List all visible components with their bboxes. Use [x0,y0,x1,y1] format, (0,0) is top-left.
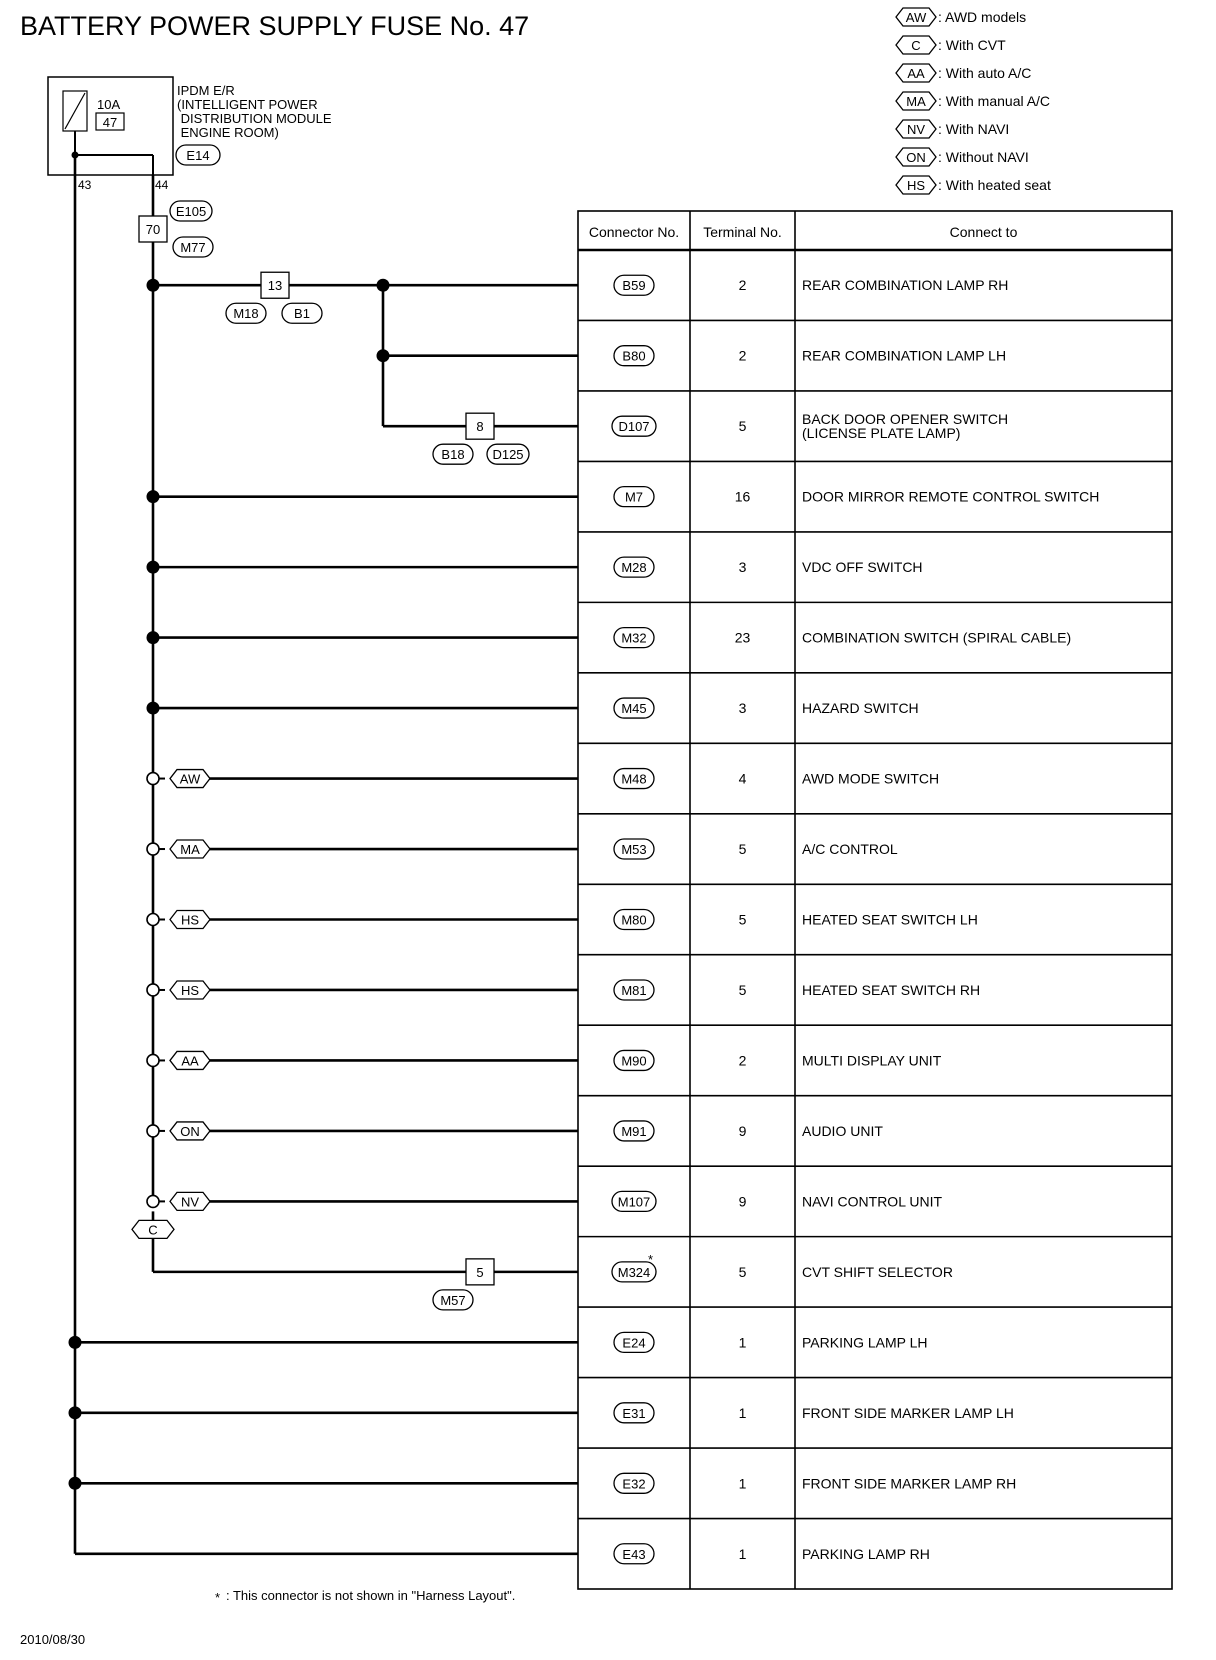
optional-splice [147,984,159,996]
legend-item-aw [896,8,1026,26]
row-connector-badge [614,628,654,648]
row-connect-to: NAVI CONTROL UNIT [802,1193,943,1210]
option-tag-label: HS [180,982,200,998]
row-terminal: 2 [738,1052,747,1069]
connector-b18 [433,444,473,464]
header-terminal-no: Terminal No. [703,224,782,240]
legend-text: : AWD models [938,9,1027,25]
row-terminal: 3 [738,559,747,576]
option-tag-label: C [911,38,921,53]
splice-main [147,702,160,715]
connector-badge-label: M53 [621,842,647,858]
row-connect-to: HAZARD SWITCH [802,700,919,717]
row-connect-to: HEATED SEAT SWITCH LH [802,911,978,928]
table-row [578,1332,1172,1377]
connector-m77 [173,237,213,257]
legend-tag [896,120,936,138]
row-connector-badge [614,557,654,577]
option-tag-label: MA [180,842,200,858]
row-connector-badge [614,1050,654,1070]
connector-d125 [487,444,529,464]
legend-tag [896,92,936,110]
connector-badge-label: E105 [175,204,207,219]
splice-main [147,561,160,574]
row-connector-badge [614,980,654,1000]
table-row [578,980,1172,1025]
row-terminal: 23 [734,629,751,646]
connector-badge-label: M18 [233,306,259,322]
connector-badge-label: M107 [617,1194,651,1210]
table-row [578,1121,1172,1166]
legend-item-nv [896,120,1009,138]
row-connect-to: REAR COMBINATION LAMP RH [802,277,1009,294]
table-row [578,1050,1172,1095]
connector-m57 [433,1290,473,1310]
legend-tag [896,36,936,54]
option-tag-hs [170,911,210,929]
connector-badge-label: M324 [617,1264,651,1280]
splice-main [147,490,160,503]
row-terminal: 5 [738,981,747,998]
row-terminal: 3 [738,700,747,717]
table-row [614,1544,930,1564]
row-terminal: 9 [738,1193,747,1210]
row-connector-badge [614,1473,654,1493]
option-tag-aw [170,770,210,788]
option-tag-on [170,1122,210,1140]
connector-badge-label: B18 [441,447,465,463]
ipdm-name-line-2: (INTELLIGENT POWER [177,97,318,112]
option-tag-label: ON [180,1123,200,1139]
connector-badge-label: M28 [621,560,647,576]
header-connector-no: Connector No. [588,224,680,240]
joint-terminal-number: 70 [145,222,161,237]
optional-splice [147,1125,159,1137]
row-connect-to: FRONT SIDE MARKER LAMP RH [802,1475,1017,1492]
ipdm-connector-label: E14 [186,148,210,163]
connector-badge-label: D107 [618,419,650,435]
optional-splice [147,773,159,785]
option-tag-label: NV [180,1194,200,1210]
row-connect-to: AUDIO UNIT [802,1122,883,1139]
joint-8-box [466,413,494,439]
connector-badge-label: M57 [440,1292,466,1308]
row-terminal: 5 [738,1263,747,1280]
connector-badge-label: M77 [180,240,206,255]
row-connect-to: (LICENSE PLATE LAMP) [802,425,961,442]
table-row [578,1191,1172,1236]
row-terminal: 16 [734,488,751,505]
table-row [578,1403,1172,1448]
table-row [578,769,1172,814]
splice-main [147,631,160,644]
table-row [578,346,1172,391]
row-connect-to: PARKING LAMP LH [802,1334,928,1351]
option-tag-hs [170,981,210,999]
row-terminal: 5 [738,418,747,435]
legend-item-aa [896,64,1031,82]
row-connect-to: VDC OFF SWITCH [802,559,923,576]
connector-m18 [226,303,266,323]
row-connect-to: HEATED SEAT SWITCH RH [802,981,981,998]
row-connect-to: MULTI DISPLAY UNIT [802,1052,942,1069]
table-row [578,839,1172,884]
option-tag-label: ON [906,150,926,165]
option-tag-label: AA [181,1053,199,1069]
connector-badge-label: M81 [621,982,647,998]
connector-b1 [282,303,322,323]
page-title: BATTERY POWER SUPPLY FUSE No. 47 [20,11,530,41]
legend-item-ma [896,92,1050,110]
connector-badge-label: M45 [621,701,647,717]
legend-tag [896,176,936,194]
connector-badge-label: B1 [294,306,310,322]
connector-badge-label: M91 [621,1123,647,1139]
row-connector-badge [614,346,654,366]
ipdm-name-line-3: DISTRIBUTION MODULE [177,111,332,126]
legend-item-c [896,36,1006,54]
row-terminal: 5 [738,841,747,858]
row-connector-badge [614,1544,654,1564]
option-tag-label: C [148,1222,158,1238]
ipdm-name-line-4: ENGINE ROOM) [177,125,279,140]
table-row [578,1252,1172,1307]
joint-terminal-number: 8 [476,419,484,435]
footnote-text: : This connector is not shown in "Harness Layout". [226,1588,516,1603]
connector-badge-label: D125 [492,447,524,463]
splice-bus-b [69,1336,82,1349]
row-connect-to: BACK DOOR OPENER SWITCH [802,411,1009,428]
option-tag-label: AA [907,66,925,81]
option-tag-label: NV [906,122,926,137]
header-connect-to: Connect to [949,224,1018,240]
row-connect-to: DOOR MIRROR REMOTE CONTROL SWITCH [802,488,1100,505]
row-connector-badge [612,416,656,436]
row-terminal: 1 [738,1545,747,1562]
footnote-star: * [215,1590,221,1605]
optional-splice [147,843,159,855]
table-row [578,1473,1172,1518]
row-connector-badge [614,1332,654,1352]
row-star-mark: * [648,1251,654,1267]
table-row [578,557,1172,602]
row-terminal: 1 [738,1475,747,1492]
connector-table [578,211,1172,1589]
table-row [578,411,1172,461]
option-legend [896,8,1051,194]
table-row [578,628,1172,673]
row-connector-badge [614,275,654,295]
ipdm-name-line-1: IPDM E/R [177,83,235,98]
row-connector-badge [614,769,654,789]
row-connector-badge [614,910,654,930]
connector-badge-label: M7 [624,489,644,505]
connector-badge-label: E32 [622,1476,646,1492]
row-terminal: 1 [738,1404,747,1421]
connector-badge-label: E24 [622,1335,646,1351]
connector-badge-label: M32 [621,630,647,646]
legend-tag [896,64,936,82]
option-tag-label: HS [906,178,926,193]
connector-badge-label: M80 [621,912,647,928]
row-connect-to: COMBINATION SWITCH (SPIRAL CABLE) [802,629,1072,646]
legend-text: : Without NAVI [938,149,1029,165]
fuse-number: 47 [102,115,118,130]
joint-terminal-number: 13 [267,278,283,294]
row-connector-badge [614,839,654,859]
row-terminal: 2 [738,277,747,294]
connector-badge-label: E31 [622,1405,646,1421]
row-terminal: 5 [738,911,747,928]
row-connector-badge [612,1191,656,1211]
diagram-date: 2010/08/30 [20,1632,86,1647]
row-connect-to: FRONT SIDE MARKER LAMP LH [802,1404,1014,1421]
connector-badge-label: M48 [621,771,647,787]
terminal-44: 44 [155,178,169,192]
option-tag-ma [170,840,210,858]
terminal-43: 43 [78,178,92,192]
wires [69,155,579,1554]
connector-badge-label: E43 [622,1546,646,1562]
joint-terminal-number: 5 [476,1264,484,1280]
optional-splice [147,1054,159,1066]
row-terminal: 4 [738,770,747,787]
row-connector-badge [614,1121,654,1141]
table-row [578,275,1172,320]
row-terminal: 9 [738,1122,747,1139]
connector-badge-label: B59 [622,278,646,294]
connector-badge-label: B80 [622,348,646,364]
option-tag-aa [170,1051,210,1069]
fuse-rating: 10A [97,97,121,112]
row-connect-to: PARKING LAMP RH [802,1545,930,1562]
option-tag-c [132,1220,174,1238]
optional-splice [147,1195,159,1207]
splice-sub-2 [377,349,390,362]
legend-item-hs [896,176,1051,194]
row-connector-badge [614,698,654,718]
connector-badge-label: M90 [621,1053,647,1069]
row-connect-to: AWD MODE SWITCH [802,770,940,787]
connector-e105 [170,201,212,221]
legend-text: : With CVT [938,37,1006,53]
row-connector-badge [614,487,654,507]
joint-70-box [139,216,167,242]
table-row [578,698,1172,743]
row-terminal: 1 [738,1334,747,1351]
legend-tag [896,8,936,26]
ipdm-connector-e14 [176,145,220,165]
option-tag-label: AW [905,10,927,25]
splice-main-1 [147,279,160,292]
option-tag-nv [170,1192,210,1210]
table-row [578,487,1172,532]
option-tag-label: AW [179,771,201,787]
row-terminal: 2 [738,347,747,364]
legend-text: : With auto A/C [938,65,1032,81]
row-connector-badge [614,1403,654,1423]
optional-splice [147,914,159,926]
legend-text: : With heated seat [938,177,1051,193]
legend-text: : With manual A/C [938,93,1051,109]
table-row [578,910,1172,955]
splice-bus-b [69,1477,82,1490]
row-connect-to: A/C CONTROL [802,841,898,858]
legend-tag [896,148,936,166]
option-tag-label: MA [906,94,926,109]
joint-5-box [466,1259,494,1285]
legend-item-on [896,148,1029,166]
row-connect-to: REAR COMBINATION LAMP LH [802,347,1007,364]
legend-text: : With NAVI [938,121,1010,137]
splice-bus-b [69,1406,82,1419]
row-connect-to: CVT SHIFT SELECTOR [802,1263,953,1280]
joint-13-box [261,272,289,298]
option-tag-label: HS [180,912,200,928]
